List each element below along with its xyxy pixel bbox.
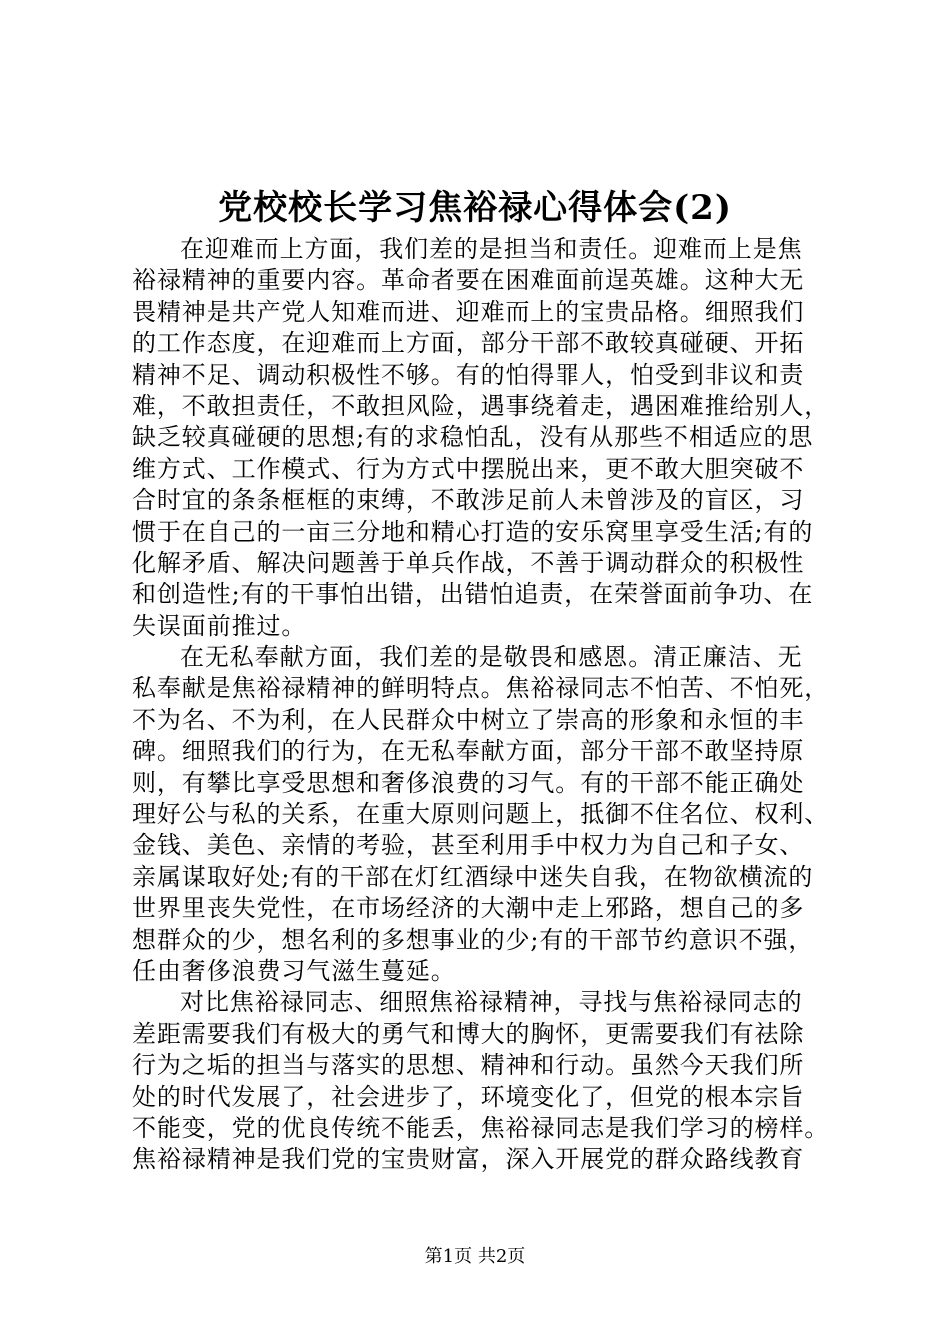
text-line: 失误面前推过。 xyxy=(132,611,307,640)
text-line: 理好公与私的关系，在重大原则问题上，抵御不住名位、权利、 xyxy=(132,800,830,829)
text-line: 任由奢侈浪费习气滋生蔓延。 xyxy=(132,956,456,985)
text-line: 处的时代发展了，社会进步了，环境变化了，但党的根本宗旨 xyxy=(132,1082,805,1111)
text-line: 想群众的少，想名利的多想事业的少;有的干部节约意识不强， xyxy=(132,925,814,954)
text-line: 精神不足、调动积极性不够。有的怕得罪人，怕受到非议和责 xyxy=(132,360,805,389)
text-line: 惯于在自己的一亩三分地和精心打造的安乐窝里享受生活;有的 xyxy=(132,517,814,546)
document-body xyxy=(132,234,832,1176)
text-line: 畏精神是共产党人知难而进、迎难而上的宝贵品格。细照我们 xyxy=(132,297,805,326)
text-line: 的工作态度，在迎难而上方面，部分干部不敢较真碰硬、开拓 xyxy=(132,329,805,358)
text-line: 合时宜的条条框框的束缚，不敢涉足前人未曾涉及的盲区，习 xyxy=(132,486,805,515)
text-line: 世界里丧失党性，在市场经济的大潮中走上邪路，想自己的多 xyxy=(132,894,805,923)
text-line: 裕禄精神的重要内容。革命者要在困难面前逞英雄。这种大无 xyxy=(132,266,805,295)
text-line: 难，不敢担责任，不敢担风险，遇事绕着走，遇困难推给别人， xyxy=(132,391,830,420)
text-line: 碑。细照我们的行为，在无私奉献方面，部分干部不敢坚持原 xyxy=(132,737,805,766)
document-title: 党校校长学习焦裕禄心得体会(2) xyxy=(218,188,732,228)
text-line: 则，有攀比享受思想和奢侈浪费的习气。有的干部不能正确处 xyxy=(132,768,805,797)
text-line: 不能变，党的优良传统不能丢，焦裕禄同志是我们学习的榜样。 xyxy=(132,1113,830,1142)
page-footer: 第1页 共2页 xyxy=(424,1246,526,1267)
text-line: 在迎难而上方面，我们差的是担当和责任。迎难而上是焦 xyxy=(180,235,803,263)
text-line: 在无私奉献方面，我们差的是敬畏和感恩。清正廉洁、无 xyxy=(180,643,803,672)
paragraph xyxy=(132,987,832,1175)
text-line: 缺乏较真碰硬的思想;有的求稳怕乱，没有从那些不相适应的思 xyxy=(132,423,814,452)
text-line: 私奉献是焦裕禄精神的鲜明特点。焦裕禄同志不怕苦、不怕死， xyxy=(132,674,830,703)
text-line: 对比焦裕禄同志、细照焦裕禄精神，寻找与焦裕禄同志的 xyxy=(180,988,803,1017)
text-line: 化解矛盾、解决问题善于单兵作战，不善于调动群众的积极性 xyxy=(132,548,805,577)
text-line: 行为之垢的担当与落实的思想、精神和行动。虽然今天我们所 xyxy=(132,1051,805,1080)
text-line: 金钱、美色、亲情的考验，甚至利用手中权力为自己和子女、 xyxy=(132,831,805,860)
text-line: 亲属谋取好处;有的干部在灯红酒绿中迷失自我，在物欲横流的 xyxy=(132,862,814,891)
text-line: 焦裕禄精神是我们党的宝贵财富，深入开展党的群众路线教育 xyxy=(132,1145,805,1174)
text-line: 差距需要我们有极大的勇气和博大的胸怀，更需要我们有祛除 xyxy=(132,1019,805,1048)
text-line: 维方式、工作模式、行为方式中摆脱出来，更不敢大胆突破不 xyxy=(132,454,805,483)
paragraph xyxy=(132,234,832,642)
paragraph xyxy=(132,642,832,987)
text-line: 和创造性;有的干事怕出错，出错怕追责，在荣誉面前争功、在 xyxy=(132,580,814,609)
text-line: 不为名、不为利，在人民群众中树立了崇高的形象和永恒的丰 xyxy=(132,705,805,734)
